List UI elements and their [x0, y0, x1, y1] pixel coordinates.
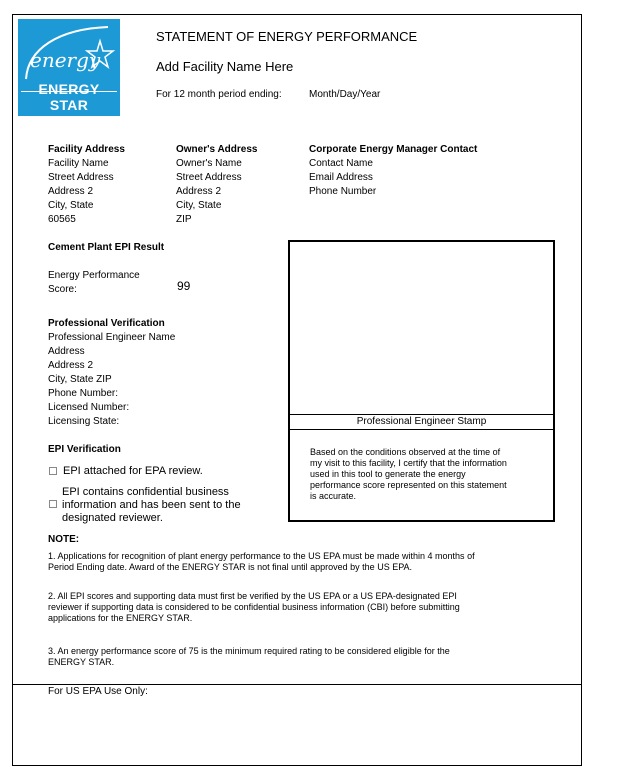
- note-2-line: applications for the ENERGY STAR.: [48, 613, 193, 623]
- period-value: Month/Day/Year: [309, 89, 381, 100]
- note-3-line: ENERGY STAR.: [48, 657, 115, 667]
- owners-address-heading: Owner's Address: [176, 144, 258, 155]
- certification-line: used in this tool to generate the energy: [310, 469, 466, 479]
- stamp-label-bottom-rule: [290, 429, 553, 430]
- corporate-contact-line: Email Address: [309, 172, 373, 183]
- epi-confidential-checkbox[interactable]: [49, 500, 57, 508]
- score-label-line-1: Energy Performance: [48, 270, 140, 281]
- certification-line: performance score represented on this statement: [310, 480, 507, 490]
- note-1: [48, 551, 475, 573]
- certification-line: my visit to this facility, I certify that the information: [310, 458, 507, 468]
- corporate-contact-heading: Corporate Energy Manager Contact: [309, 144, 478, 155]
- corporate-contact-line: Contact Name: [309, 158, 373, 169]
- facility-name-heading: Add Facility Name Here: [156, 59, 294, 74]
- verification-line: City, State ZIP: [48, 374, 112, 385]
- verification-line: Professional Engineer Name: [48, 332, 176, 343]
- epi-confidential-line: EPI contains confidential business: [62, 486, 229, 498]
- note-1-line: 1. Applications for recognition of plant energy performance to the US EPA must be made within 4 months of: [48, 551, 475, 561]
- notes-heading: NOTE:: [48, 534, 80, 545]
- stamp-label: Professional Engineer Stamp: [356, 416, 487, 427]
- epi-confidential-line: information and has been sent to the: [62, 499, 241, 511]
- epi-attached-checkbox[interactable]: [49, 467, 57, 475]
- verification-line: Address 2: [48, 360, 94, 371]
- verification-line: Licensed Number:: [48, 402, 130, 413]
- corporate-contact-line: Phone Number: [309, 186, 377, 197]
- certification-line: is accurate.: [310, 491, 357, 501]
- owners-address-line: ZIP: [176, 214, 192, 225]
- certification-line: Based on the conditions observed at the time of: [310, 447, 501, 457]
- logo-brand-text: ENERGY STAR: [38, 81, 100, 113]
- owners-address-line: City, State: [176, 200, 222, 211]
- owners-address-line: Address 2: [176, 186, 222, 197]
- owners-address-line: Street Address: [176, 172, 242, 183]
- statement-title: STATEMENT OF ENERGY PERFORMANCE: [156, 29, 418, 44]
- verification-line: Address: [48, 346, 85, 357]
- corporate-contact-block: [309, 143, 477, 199]
- epi-attached-label: EPI attached for EPA review.: [63, 465, 203, 477]
- note-2: [48, 591, 460, 624]
- logo-script-text: energy: [30, 48, 101, 72]
- score-label-line-2: Score:: [48, 284, 77, 295]
- note-3: [48, 646, 450, 668]
- engineer-stamp-box: [288, 240, 555, 522]
- epi-confidential-label: [62, 486, 241, 525]
- certification-text: [310, 447, 507, 502]
- epi-result-heading: Cement Plant EPI Result: [48, 242, 165, 253]
- owners-address-line: Owner's Name: [176, 158, 242, 169]
- facility-address-block: [48, 143, 125, 227]
- facility-address-line: Facility Name: [48, 158, 109, 169]
- facility-address-line: Address 2: [48, 186, 94, 197]
- note-3-line: 3. An energy performance score of 75 is the minimum required rating to be considered eligible for the: [48, 646, 450, 656]
- professional-verification-heading: Professional Verification: [48, 318, 165, 329]
- score-value: 99: [177, 279, 191, 293]
- period-label: For 12 month period ending:: [156, 89, 282, 100]
- note-2-line: reviewer if supporting data is considered to be confidential business information (CBI) before submitting: [48, 602, 460, 612]
- energy-star-logo: [18, 19, 120, 116]
- facility-address-line: City, State: [48, 200, 94, 211]
- professional-verification-block: [48, 317, 175, 429]
- epi-confidential-line: designated reviewer.: [62, 512, 163, 524]
- note-1-line: Period Ending date. Award of the ENERGY STAR is not final until approved by the US EPA.: [48, 562, 413, 572]
- verification-line: Phone Number:: [48, 388, 119, 399]
- epi-verification-heading: EPI Verification: [48, 444, 121, 455]
- verification-line: Licensing State:: [48, 416, 120, 427]
- facility-address-line: Street Address: [48, 172, 114, 183]
- note-2-line: 2. All EPI scores and supporting data must first be verified by the US EPA or a US EPA-designated EPI: [48, 591, 457, 601]
- epa-use-only-label: For US EPA Use Only:: [48, 686, 148, 697]
- facility-address-heading: Facility Address: [48, 144, 125, 155]
- owners-address-block: [176, 143, 257, 227]
- facility-address-line: 60565: [48, 214, 76, 225]
